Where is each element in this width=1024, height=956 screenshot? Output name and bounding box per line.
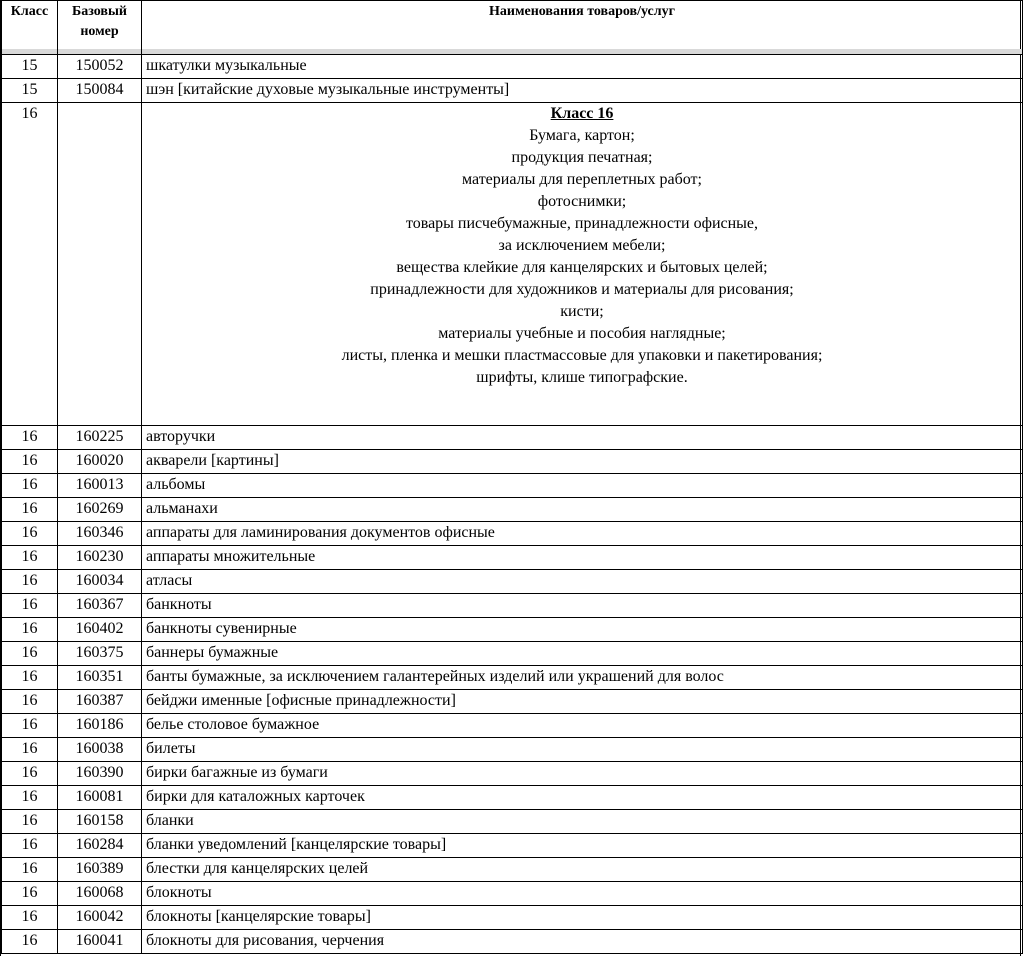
name-cell: банкноты сувенирные [142, 618, 1023, 642]
class-description-line: материалы учебные и пособия наглядные; [438, 325, 726, 342]
number-cell: 160402 [58, 618, 142, 642]
class-cell: 16 [2, 498, 58, 522]
class-description-line: за исключением мебели; [498, 237, 666, 254]
table-row [2, 738, 1023, 762]
table-row [2, 666, 1023, 690]
number-cell: 160041 [58, 930, 142, 954]
class-cell: 16 [2, 786, 58, 810]
class-description-line: фотоснимки; [537, 193, 627, 210]
class-cell: 16 [2, 618, 58, 642]
name-cell: шэн [китайские духовые музыкальные инструменты] [142, 79, 1023, 103]
class-cell: 16 [2, 882, 58, 906]
class-cell: 16 [2, 810, 58, 834]
name-cell: баннеры бумажные [142, 642, 1023, 666]
goods-table [1, 0, 1023, 954]
table-row [2, 906, 1023, 930]
name-cell: акварели [картины] [142, 450, 1023, 474]
number-cell: 160269 [58, 498, 142, 522]
class-description-line: кисти; [560, 303, 604, 320]
rows-before [2, 55, 1023, 103]
name-cell: альбомы [142, 474, 1023, 498]
table-row [2, 79, 1023, 103]
class-cell: 16 [2, 930, 58, 954]
class-cell: 16 [2, 522, 58, 546]
number-cell: 160346 [58, 522, 142, 546]
name-cell: бейджи именные [офисные принадлежности] [142, 690, 1023, 714]
table-row [2, 642, 1023, 666]
number-cell: 160367 [58, 594, 142, 618]
name-cell: шкатулки музыкальные [142, 55, 1023, 79]
table-row [2, 522, 1023, 546]
name-cell: белье столовое бумажное [142, 714, 1023, 738]
class-description-line: листы, пленка и мешки пластмассовые для упаковки и пакетирования; [341, 347, 823, 364]
number-cell: 160081 [58, 786, 142, 810]
class-heading-row [2, 103, 1023, 426]
class-16-block [2, 103, 1023, 426]
name-cell: блокноты [142, 882, 1023, 906]
name-cell: блестки для канцелярских целей [142, 858, 1023, 882]
number-cell: 160351 [58, 666, 142, 690]
class-description-cell [142, 103, 1023, 426]
class-cell: 16 [2, 474, 58, 498]
number-cell: 150052 [58, 55, 142, 79]
class-description-line: товары писчебумажные, принадлежности офисные, [405, 215, 759, 232]
class-cell: 16 [2, 642, 58, 666]
table-header [2, 1, 1023, 55]
class-cell: 15 [2, 55, 58, 79]
class-cell: 16 [2, 690, 58, 714]
name-cell: банкноты [142, 594, 1023, 618]
name-cell: блокноты для рисования, черчения [142, 930, 1023, 954]
class-description-line: продукция печатная; [511, 149, 653, 166]
number-cell [58, 103, 142, 426]
class-cell: 16 [2, 666, 58, 690]
name-cell: блокноты [канцелярские товары] [142, 906, 1023, 930]
name-cell: бирки багажные из бумаги [142, 762, 1023, 786]
table-row [2, 498, 1023, 522]
number-cell: 160186 [58, 714, 142, 738]
number-cell: 160158 [58, 810, 142, 834]
name-cell: бирки для каталожных карточек [142, 786, 1023, 810]
name-cell: бланки уведомлений [канцелярские товары] [142, 834, 1023, 858]
table-row [2, 882, 1023, 906]
table-row [2, 810, 1023, 834]
name-cell: авторучки [142, 426, 1023, 450]
number-cell: 160284 [58, 834, 142, 858]
class-description-line: принадлежности для художников и материалы для рисования; [370, 281, 794, 298]
table-row [2, 426, 1023, 450]
class-description-lines [146, 125, 1018, 389]
name-cell: бланки [142, 810, 1023, 834]
class-cell: 16 [2, 714, 58, 738]
class-cell: 16 [2, 834, 58, 858]
table-row [2, 762, 1023, 786]
table-row [2, 930, 1023, 954]
class-cell: 16 [2, 762, 58, 786]
number-cell: 150084 [58, 79, 142, 103]
table-row [2, 618, 1023, 642]
name-cell: билеты [142, 738, 1023, 762]
number-cell: 160068 [58, 882, 142, 906]
number-cell: 160013 [58, 474, 142, 498]
table-row [2, 546, 1023, 570]
class-description-line: материалы для переплетных работ; [461, 171, 702, 188]
class-cell: 16 [2, 738, 58, 762]
number-cell: 160230 [58, 546, 142, 570]
table-row [2, 55, 1023, 79]
table-row [2, 594, 1023, 618]
table-row [2, 834, 1023, 858]
number-cell: 160389 [58, 858, 142, 882]
table-row [2, 714, 1023, 738]
rows-after [2, 426, 1023, 954]
class-cell: 16 [2, 103, 58, 426]
table-row [2, 858, 1023, 882]
table-row [2, 786, 1023, 810]
table-row [2, 474, 1023, 498]
number-cell: 160375 [58, 642, 142, 666]
number-cell: 160038 [58, 738, 142, 762]
class-cell: 16 [2, 906, 58, 930]
class-title: Класс 16 [550, 105, 614, 122]
number-cell: 160034 [58, 570, 142, 594]
column-header-number-line2: номер [80, 24, 119, 39]
number-cell: 160390 [58, 762, 142, 786]
class-cell: 16 [2, 426, 58, 450]
name-cell: атласы [142, 570, 1023, 594]
class-cell: 15 [2, 79, 58, 103]
column-header-number-line1: Базовый [71, 4, 127, 19]
class-cell: 16 [2, 594, 58, 618]
column-header-name: Наименования товаров/услуг [142, 1, 1023, 50]
number-cell: 160387 [58, 690, 142, 714]
name-cell: аппараты множительные [142, 546, 1023, 570]
table-row [2, 570, 1023, 594]
class-description-line: шрифты, клише типографские. [476, 369, 688, 386]
name-cell: аппараты для ламинирования документов офисные [142, 522, 1023, 546]
class-description-line: Бумага, картон; [529, 127, 635, 144]
number-cell: 160020 [58, 450, 142, 474]
class-cell: 16 [2, 570, 58, 594]
column-header-number [58, 1, 142, 50]
class-cell: 16 [2, 858, 58, 882]
number-cell: 160042 [58, 906, 142, 930]
class-cell: 16 [2, 546, 58, 570]
name-cell: альманахи [142, 498, 1023, 522]
table-row [2, 690, 1023, 714]
number-cell: 160225 [58, 426, 142, 450]
name-cell: банты бумажные, за исключением галантерейных изделий или украшений для волос [142, 666, 1023, 690]
class-cell: 16 [2, 450, 58, 474]
table-row [2, 450, 1023, 474]
class-description-line: вещества клейкие для канцелярских и бытовых целей; [396, 259, 768, 276]
column-header-class: Класс [2, 1, 58, 50]
